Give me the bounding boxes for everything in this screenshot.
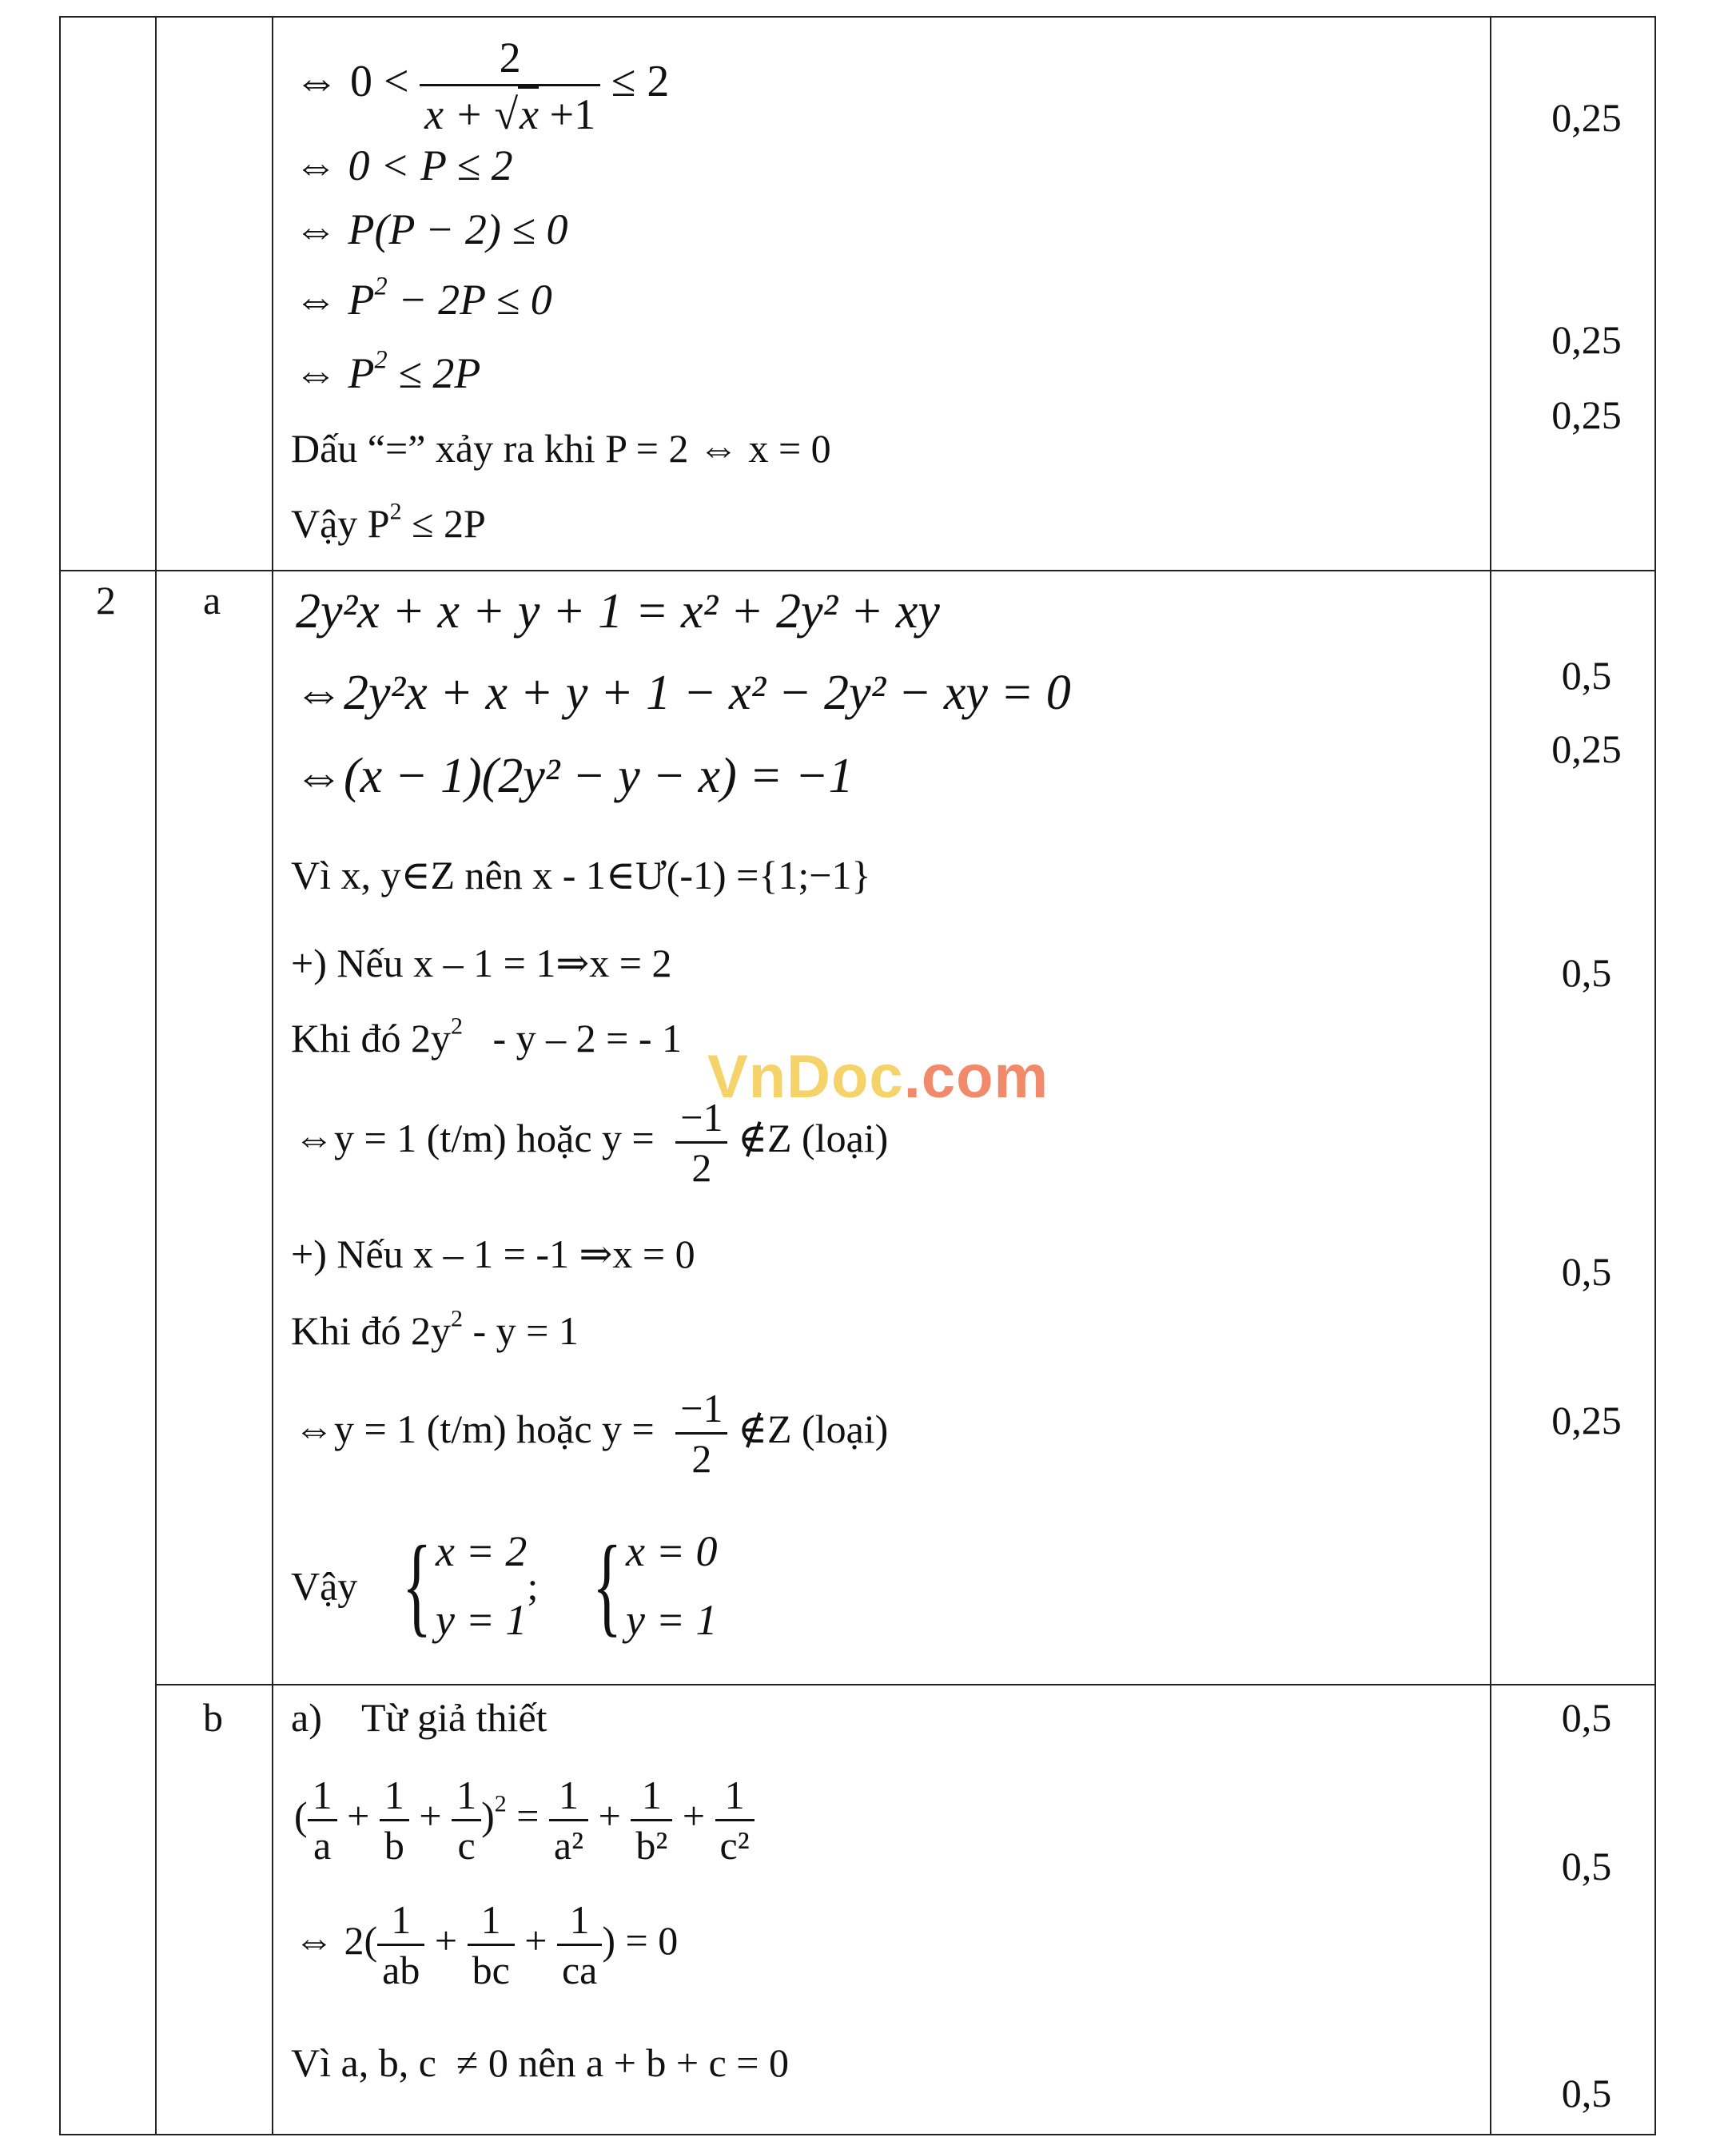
table-left-border [59, 16, 61, 2135]
row2-score-2: 0,25 [1551, 726, 1622, 771]
row-divider-1 [59, 570, 1656, 571]
col-divider-1 [155, 16, 157, 2135]
row2-line-7: ⇔y = 1 (t/m) hoặc y = $\frac{-1}{2}$ ∉Z (loại) [294, 1095, 889, 1190]
row3-score-3: 0,5 [1561, 2071, 1612, 2115]
row2-conclusion: Vậy { x = 2 y = 1 ; { x = 0 y = 1 [291, 1517, 717, 1655]
row1-line-4: ⇔ $P^2 - 2P \le 0$ [294, 272, 552, 324]
row1-line-2: ⇔ 0 < P ≤ 2 [294, 141, 513, 189]
row1-score-1: 0,25 [1551, 95, 1622, 140]
row2-line-4: Vì x, y∈Z nên x - 1∈Ư(-1) ={1;−1} [291, 853, 871, 897]
fraction: $\frac{2}{x + √x +1}$ [420, 32, 600, 141]
row2-eq-1: 2y²x + x + y + 1 = x² + 2y² + xy [296, 584, 940, 639]
table-bottom-border [59, 2134, 1656, 2135]
row3-line-2: ( $\frac{1}{a}$ + $\frac{1}{b}$ + $\frac{1}{c}$ )$^2$ = $\frac{1}{\text{a²}}$ + $\frac{1}{\text{b²}}$ + $\frac{1}{\text{c²}}$ [294, 1771, 755, 1869]
row2-score-3: 0,5 [1561, 950, 1612, 995]
row2-line-9: Khi đó $2y^2 - y = 1$ [291, 1305, 579, 1353]
row3-score-1: 0,5 [1561, 1695, 1612, 1740]
row1-line-5: ⇔ $P^2 \le 2P$ [294, 345, 481, 397]
row2-eq-2: ⇔2y²x + x + y + 1 − x² − 2y² − xy = 0 [294, 666, 1071, 720]
row2-line-5: +) Nếu x – 1 = 1⇒x = 2 [291, 941, 672, 985]
row1-score-3: 0,25 [1551, 392, 1622, 437]
row1-line-3: ⇔ P(P − 2) ≤ 0 [294, 205, 568, 253]
fraction: $\frac{-1}{2}$ [675, 1093, 727, 1192]
question-number: 2 [96, 578, 116, 623]
col-divider-2 [272, 16, 273, 2135]
row3-line-4: Vì a, b, c ≠ 0 nên a + b + c = 0 [291, 2040, 789, 2085]
row1-line-7: Vậy $P^2 \le 2P$ [291, 498, 486, 546]
row2-line-8: +) Nếu x – 1 = -1 ⇒x = 0 [291, 1232, 695, 1276]
system-1: x = 2 y = 1 [436, 1527, 528, 1645]
vndoc-watermark-logo: VnDoc.com [707, 1043, 1049, 1111]
table-top-border [59, 16, 1656, 18]
row2-line-6: Khi đó $2y^2$ - y – 2 = - 1 [291, 1013, 682, 1061]
row3-score-2: 0,5 [1561, 1844, 1612, 1888]
system-2: x = 0 y = 1 [626, 1527, 718, 1645]
row1-line-6: Dấu “=” xảy ra khi P = 2 ⇔ x = 0 [291, 426, 831, 471]
row1-score-2: 0,25 [1551, 317, 1622, 362]
row-divider-2 [155, 1684, 1656, 1685]
part-label-b: b [203, 1695, 223, 1740]
row3-line-3: ⇔ 2( $\frac{1}{ab}$ + $\frac{1}{bc}$ + $\frac{1}{ca}$ ) = 0 [294, 1897, 679, 1992]
row3-line-1: a) Từ giả thiết [291, 1695, 547, 1740]
part-label-a: a [203, 578, 221, 623]
table-right-border [1654, 16, 1656, 2135]
fraction: $\frac{-1}{2}$ [675, 1384, 727, 1482]
row2-eq-3: ⇔(x − 1)(2y² − y − x) = −1 [294, 749, 854, 803]
row2-score-5: 0,25 [1551, 1398, 1622, 1443]
row2-score-1: 0,5 [1561, 653, 1612, 698]
col-divider-3 [1490, 16, 1491, 2135]
row1-line-1: ⇔ 0 < $\frac{2}{x + √x +1}$ ≤ 2 [294, 32, 669, 141]
row2-score-4: 0,5 [1561, 1249, 1612, 1294]
row2-line-10: ⇔y = 1 (t/m) hoặc y = $\frac{-1}{2}$ ∉Z (loại) [294, 1386, 889, 1481]
